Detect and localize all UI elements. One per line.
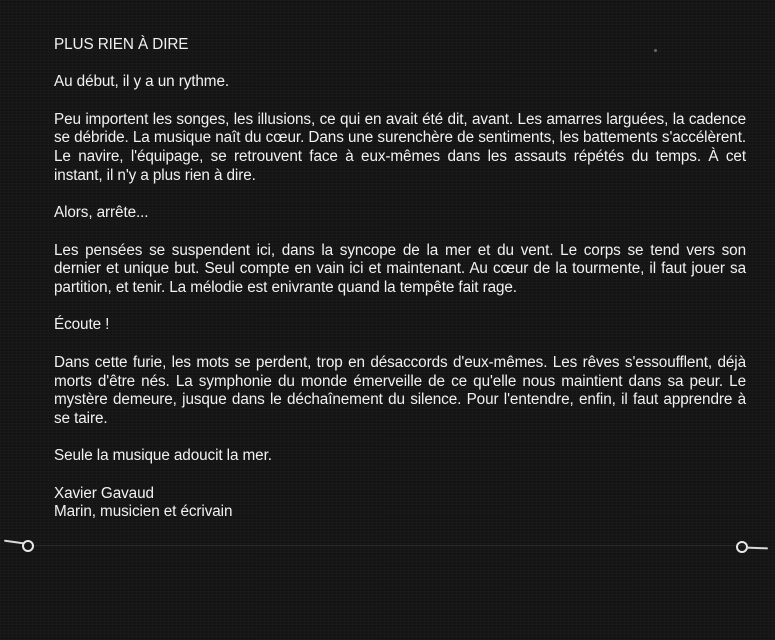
paragraph-1: Au début, il y a un rythme. <box>54 73 230 91</box>
document-title: PLUS RIEN À DIRE <box>54 36 189 53</box>
paragraph-4: Les pensées se suspendent ici, dans la syncope de la mer et du vent. Le corps se tend vers son dernier et unique but. Seul compte en vain ici et maintenant. Au cœur de la tourmente, il faut jouer sa partition, et tenir. La mélodie est enivrante quand la tempête fait rage. <box>54 241 746 297</box>
paragraph-5: Écoute ! <box>54 316 110 334</box>
paragraph-6: Dans cette furie, les mots se perdent, trop en désaccords d'eux-mêmes. Les rêves s'essoufflent, déjà morts d'être nés. La symphonie du monde émerveille de ce qu'elle nous maintient dans sa peur. Le mystère demeure, jusque dans le déchaînement du silence. Pour l'entendre, enfin, il faut apprendre à se taire. <box>54 353 746 427</box>
signature-name: Xavier Gavaud <box>54 484 154 502</box>
paragraph-3: Alors, arrête... <box>54 204 149 222</box>
fold-line <box>30 545 745 546</box>
text-block <box>54 36 746 522</box>
paper-scratch-left <box>4 540 24 545</box>
paper-scratch-right <box>746 547 768 550</box>
paper-speck <box>654 49 657 52</box>
paragraph-2: Peu importent les songes, les illusions, ce qui en avait été dit, avant. Les amarres larguées, la cadence se débride. La musique naît du cœur. Dans une surenchère de sentiments, les battements s'accélèrent. Le navire, l'équipage, se retrouvent face à eux-mêmes dans les assauts répétés du temps. À cet instant, il n'y a plus rien à dire. <box>54 110 746 184</box>
paragraph-7: Seule la musique adoucit la mer. <box>54 447 272 465</box>
signature-role: Marin, musicien et écrivain <box>54 503 233 521</box>
punch-hole-left <box>22 540 34 552</box>
